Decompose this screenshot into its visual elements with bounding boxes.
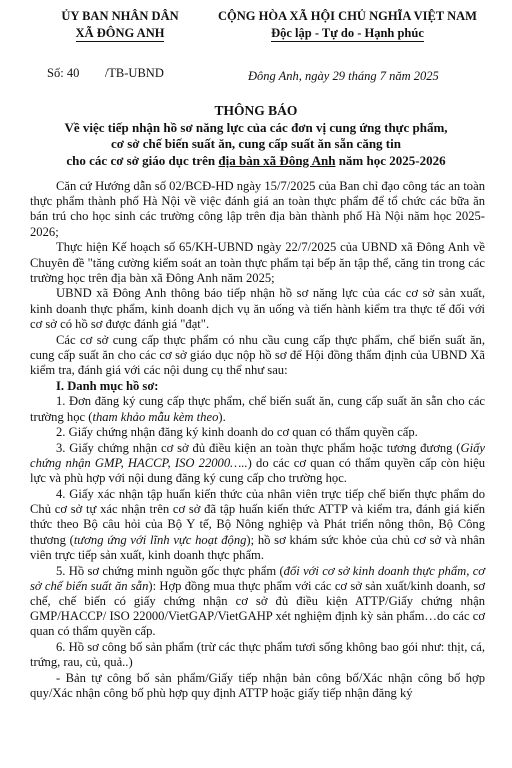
- national-motto: Độc lập - Tự do - Hạnh phúc: [271, 26, 424, 40]
- issuing-authority: [40, 8, 200, 42]
- doc-number-value: 40: [66, 66, 80, 80]
- list-item-6: 6. Hồ sơ công bố sản phẩm (trừ các thực phẩm tươi sống không bao gói như: thịt, cá, trứng, rau, củ, quả..): [30, 640, 485, 670]
- document-number: [47, 66, 164, 81]
- list-item-5: 5. Hồ sơ chứng minh nguồn gốc thực phẩm (đối với cơ sở kinh doanh thực phẩm, cơ sở chế biến suất ăn sẵn): Hợp đồng mua thực phẩm với các cơ sở sản xuất/kinh doanh, sơ chế, chế biến có giấy chứng nhận cơ sở đủ điều kiện ATTP/Giấy chứng nhận GMP/HACCP/ ISO 22000/VietGAP/VietGAHP xét nghiệm định kỳ sản phẩm…do các cơ quan có thẩm quyền cấp.: [30, 563, 486, 639]
- national-header: [190, 8, 505, 42]
- list-item-1: 1. Đơn đăng ký cung cấp thực phẩm, chế biến suất ăn, cung cấp suất ăn sẵn cho các trường học (tham khảo mẫu kèm theo).: [30, 394, 485, 424]
- country-name: CỘNG HÒA XÃ HỘI CHỦ NGHĨA VIỆT NAM: [218, 9, 477, 23]
- doc-number-suffix: /TB-UBND: [104, 66, 164, 80]
- title-underlined-segment: địa bàn xã Đông Anh: [218, 152, 336, 168]
- paragraph-implementation-plan: Thực hiện Kế hoạch số 65/KH-UBND ngày 22/7/2025 của UBND xã Đông Anh về Chuyên đề "tăng cường kiểm soát an toàn thực phẩm tại bếp ăn tập thể, căng tin trong các trường học trên địa bàn xã Đông Anh năm 2025;: [30, 240, 485, 285]
- title-line-3: cho các cơ sở giáo dục trên địa bàn xã Đông Anh năm học 2025-2026: [66, 152, 446, 168]
- document-title: [20, 103, 492, 169]
- authority-line-2: XÃ ĐÔNG ANH: [75, 26, 165, 40]
- title-main: THÔNG BÁO: [214, 103, 298, 118]
- doc-number-label: Số:: [47, 66, 64, 80]
- list-item-6-subitem: - Bản tự công bố sản phẩm/Giấy tiếp nhận bản công bố/Xác nhận công bố hợp quy/Xác nhận công bố phù hợp quy định ATTP hoặc giấy tiếp nhận đăng ký: [30, 671, 485, 701]
- paragraph-legal-basis: Căn cứ Hướng dẫn số 02/BCĐ-HD ngày 15/7/2025 của Ban chỉ đạo công tác an toàn thực phẩm thành phố Hà Nội về việc đánh giá an toàn thực phẩm để tổ chức các bữa ăn bán trú cho học sinh các trường công lập trên địa bàn thành phố Hà Nội năm học 2025-2026;: [30, 179, 485, 239]
- list-item-2: 2. Giấy chứng nhận đăng ký kinh doanh do cơ quan có thẩm quyền cấp.: [56, 425, 418, 440]
- authority-line-1: ỦY BAN NHÂN DÂN: [61, 9, 179, 23]
- title-line-1: Về việc tiếp nhận hồ sơ năng lực của các đơn vị cung ứng thực phẩm,: [64, 119, 448, 135]
- paragraph-announcement: UBND xã Đông Anh thông báo tiếp nhận hồ sơ năng lực của các cơ sở sản xuất, kinh doanh thực phẩm, kinh doanh dịch vụ ăn uống và tiến hành kiểm tra thực tế đối với cơ sở có hồ sơ được đánh giá "đạt".: [30, 286, 485, 331]
- issue-date: Đông Anh, ngày 29 tháng 7 năm 2025: [248, 69, 439, 83]
- section-heading-document-list: I. Danh mục hồ sơ:: [56, 378, 159, 393]
- list-item-3: 3. Giấy chứng nhận cơ sở đủ điều kiện an toàn thực phẩm hoặc tương đương (Giấy chứng nhận GMP, HACCP, ISO 22000…..) do các cơ quan có thẩm quyền cấp còn hiệu lực và phù hợp với nội dung đăng ký cung cấp cho trường học.: [30, 440, 485, 486]
- title-line-2: cơ sở chế biến suất ăn, cung cấp suất ăn sẵn căng tin: [111, 136, 401, 151]
- list-item-4: 4. Giấy xác nhận tập huấn kiến thức của nhân viên trực tiếp chế biến thực phẩm do Chủ cơ sở tự xác nhận trên cơ sở đã tập huấn kiến thức ATTP và kiểm tra, đánh giá kiến thức theo Bộ câu hỏi của Bộ Y tế, Bộ Nông nghiệp và Phát triển nông thôn, Bộ Công thương (tương ứng với lĩnh vực hoạt động); hồ sơ khám sức khỏe của chủ cơ sở và nhân viên trực tiếp sản xuất, kinh doanh thực phẩm.: [30, 487, 486, 562]
- paragraph-submission: Các cơ sở cung cấp thực phẩm có nhu cầu cung cấp thực phẩm, chế biến suất ăn, cung cấp suất ăn cho các cơ sở giáo dục nộp hồ sơ để Hội đồng thẩm định của UBND Xã kiểm tra, đánh giá với các nội dung cụ thể như sau:: [30, 332, 485, 377]
- document-body: [30, 179, 485, 702]
